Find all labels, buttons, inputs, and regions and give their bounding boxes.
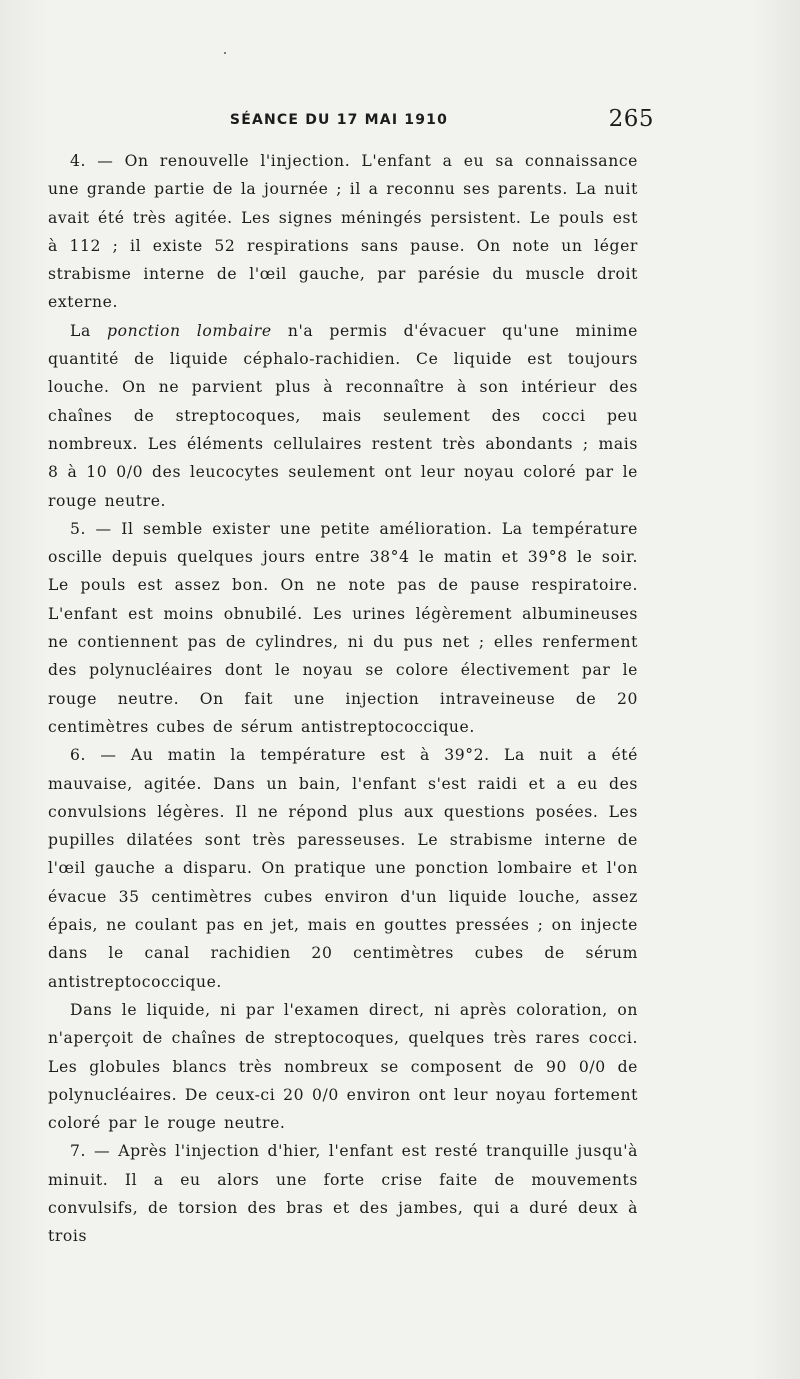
paragraph-text: n'a permis d'évacuer qu'une minime quantité de liquide céphalo-rachidien. Ce liquide est toujours louche. On ne parvient plus à reconnaître à son intérieur des chaînes de streptocoques, mais seulement des cocci peu nombreux. Les éléments cellulaires restent très abondants ; mais 8 à 10 0/0 des leucocytes seulement ont leur noyau coloré par le rouge neutre. xyxy=(48,321,638,510)
paragraph-day-7 xyxy=(48,1137,638,1250)
paragraph-day-4 xyxy=(48,147,638,317)
paragraph-lead: La xyxy=(70,321,107,340)
paragraph-day-6 xyxy=(48,741,638,996)
paragraph-text: Dans le liquide, ni par l'examen direct, ni après coloration, on n'aperçoit de chaînes de streptocoques, quelques très rares cocci. Les globules blancs très nombreux se composent de 90 0/0 de polynucléaires. De ceux-ci 20 0/0 environ ont leur noyau fortement coloré par le rouge neutre. xyxy=(48,1000,638,1133)
body-text xyxy=(48,147,638,1251)
italic-term: ponction lombaire xyxy=(107,321,272,340)
paragraph-text: 6. — Au matin la température est à 39°2. La nuit a été mauvaise, agitée. Dans un bain, l'enfant s'est raidi et a eu des convulsions légères. Il ne répond plus aux questions posées. Les pupilles dilatées sont très paresseuses. Le strabisme interne de l'œil gauche a disparu. On pratique une ponction lombaire et l'on évacue 35 centimètres cubes environ d'un liquide louche, assez épais, ne coulant pas en jet, mais en gouttes pressées ; on injecte dans le canal rachidien 20 centimètres cubes de sérum antistreptococcique. xyxy=(48,746,638,991)
paragraph-text: 7. — Après l'injection d'hier, l'enfant est resté tranquille jusqu'à minuit. Il a eu alors une forte crise faite de mouvements convulsifs, de torsion des bras et des jambes, qui a duré deux à trois xyxy=(48,1142,638,1246)
paragraph-text: 5. — Il semble exister une petite amélioration. La température oscille depuis quelques jours entre 38°4 le matin et 39°8 le soir. Le pouls est assez bon. On ne note pas de pause respiratoire. L'enfant est moins obnubilé. Les urines légèrement albumineuses ne contiennent pas de cylindres, ni du pus net ; elles renferment des polynucléaires dont le noyau se colore électivement par le rouge neutre. On fait une injection intraveineuse de 20 centimètres cubes de sérum antistreptococcique. xyxy=(48,519,638,736)
paragraph-day-5 xyxy=(48,515,638,741)
paragraph-text: 4. — On renouvelle l'injection. L'enfant a eu sa connaissance une grande partie de la journée ; il a reconnu ses parents. La nuit avait été très agitée. Les signes méningés persistent. Le pouls est à 112 ; il existe 52 respirations sans pause. On note un léger strabisme interne de l'œil gauche, par parésie du muscle droit externe. xyxy=(48,152,638,312)
page-header xyxy=(48,106,654,138)
ink-speck xyxy=(224,52,226,54)
paragraph-liquid-exam xyxy=(48,996,638,1137)
page-number: 265 xyxy=(608,106,654,132)
running-title: SÉANCE DU 17 MAI 1910 xyxy=(229,112,449,128)
paragraph-lumbar-puncture xyxy=(48,317,638,515)
